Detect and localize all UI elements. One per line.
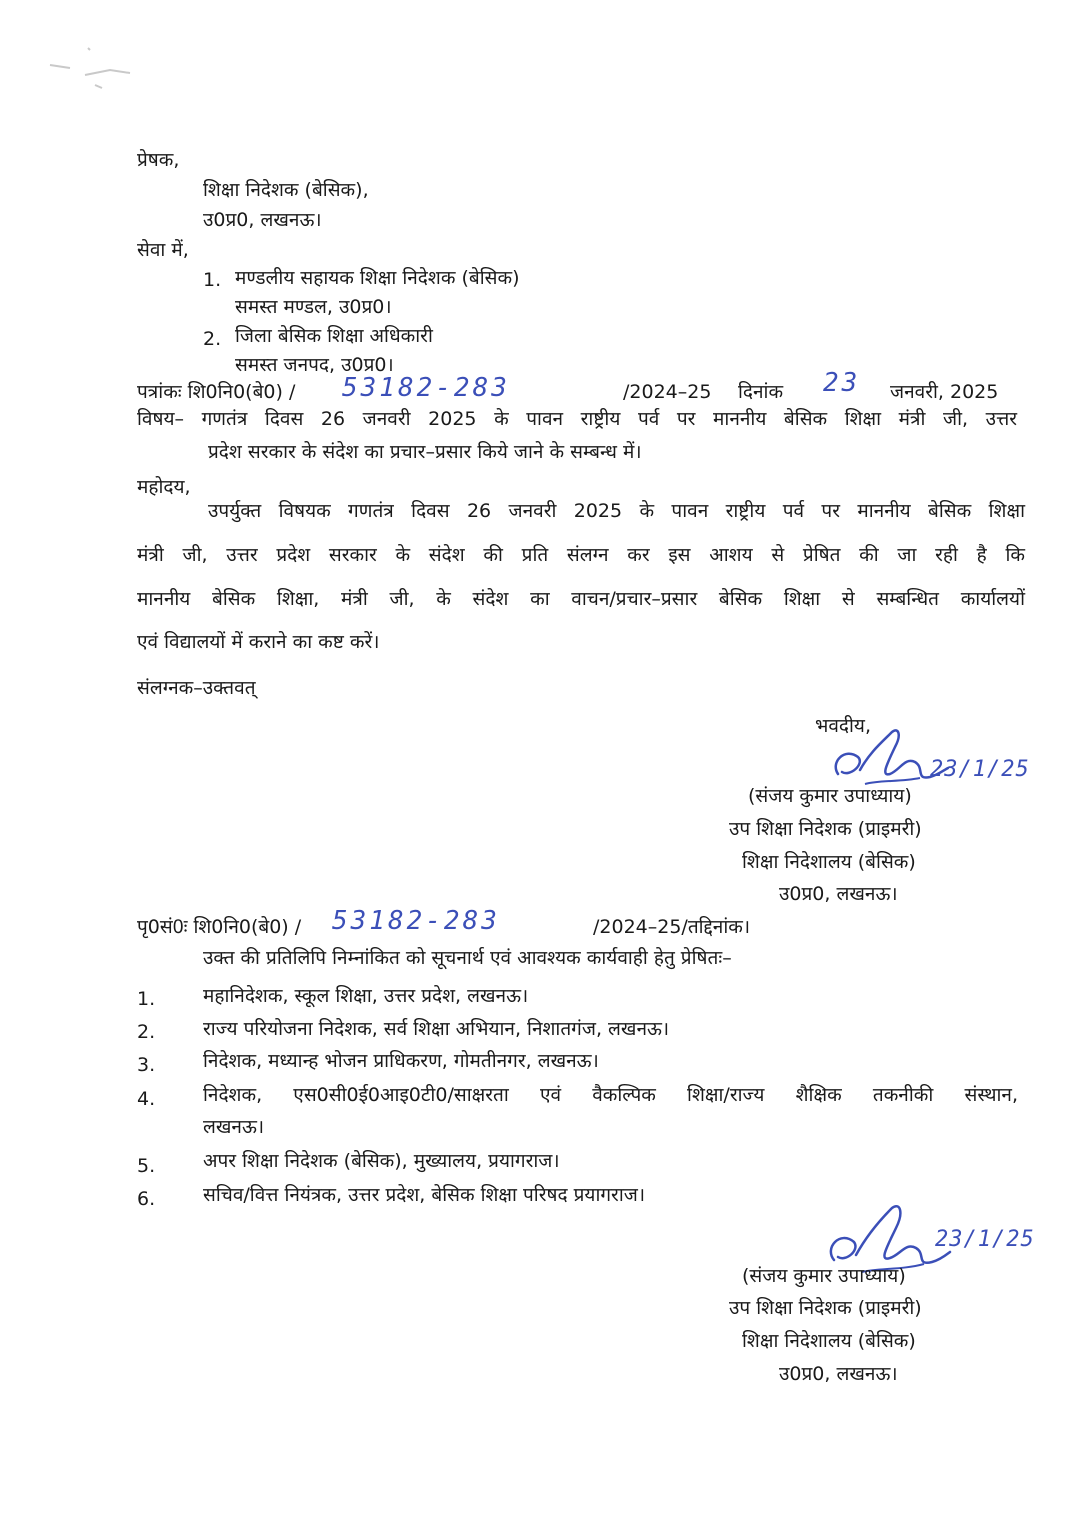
- copy-list-number: 2.: [137, 1021, 156, 1043]
- ref-number-handwritten: 53182-283: [342, 373, 510, 403]
- copy-list-number: 4.: [137, 1088, 156, 1110]
- body-line: माननीय बेसिक शिक्षा, मंत्री जी, के संदेश का वाचन/प्रचार–प्रसार बेसिक शिक्षा से सम्बन्धित कार्यालयों: [137, 588, 1025, 610]
- recipient-line: समस्त जनपद, उ0प्र0।: [235, 354, 394, 376]
- ref-date-label: दिनांक: [738, 381, 784, 403]
- signatory-designation: उप शिक्षा निदेशक (प्राइमरी): [729, 818, 922, 840]
- recipient-line: मण्डलीय सहायक शिक्षा निदेशक (बेसिक): [235, 267, 520, 289]
- ref-month-year: जनवरी, 2025: [890, 381, 999, 403]
- signatory-name: (संजय कुमार उपाध्याय): [742, 1265, 906, 1287]
- scan-mark: [40, 40, 150, 100]
- closing: भवदीय,: [815, 715, 871, 737]
- recipients-label: सेवा में,: [137, 239, 189, 261]
- copy-list-item: निदेशक, एस0सी0ई0आइ0टी0/साक्षरता एवं वैकल्पिक शिक्षा/राज्य शैक्षिक तकनीकी संस्थान,: [203, 1084, 1018, 1106]
- ref-prefix: पत्रांकः शि0नि0(बे0) /: [137, 381, 296, 403]
- subject-line: विषय– गणतंत्र दिवस 26 जनवरी 2025 के पावन राष्ट्रीय पर्व पर माननीय बेसिक शिक्षा मंत्री जी, उत्तर: [137, 408, 1017, 430]
- signatory-place: उ0प्र0, लखनऊ।: [779, 883, 898, 905]
- copy-intro: उक्त की प्रतिलिपि निम्नांकित को सूचनार्थ एवं आवश्यक कार्यवाही हेतु प्रेषितः–: [203, 947, 732, 969]
- signature-date-handwritten: 23/1/25: [930, 757, 1030, 782]
- copy-list-item: सचिव/वित्त नियंत्रक, उत्तर प्रदेश, बेसिक शिक्षा परिषद प्रयागराज।: [203, 1184, 646, 1206]
- recipient-line: जिला बेसिक शिक्षा अधिकारी: [235, 325, 433, 347]
- copy-list-item: अपर शिक्षा निदेशक (बेसिक), मुख्यालय, प्रयागराज।: [203, 1150, 560, 1172]
- copy-list-item: राज्य परियोजना निदेशक, सर्व शिक्षा अभियान, निशातगंज, लखनऊ।: [203, 1018, 670, 1040]
- recipient-number: 2.: [203, 328, 222, 350]
- body-line: उपर्युक्त विषयक गणतंत्र दिवस 26 जनवरी 2025 के पावन राष्ट्रीय पर्व पर माननीय बेसिक शिक्षा: [208, 500, 1025, 522]
- sender-place: उ0प्र0, लखनऊ।: [203, 209, 322, 231]
- subject-line: प्रदेश सरकार के संदेश का प्रचार–प्रसार किये जाने के सम्बन्ध में।: [208, 441, 642, 463]
- copy-ref-prefix: पृ0सं0ः शि0नि0(बे0) /: [137, 916, 302, 938]
- signatory-office: शिक्षा निदेशालय (बेसिक): [742, 851, 916, 873]
- copy-list-number: 6.: [137, 1188, 156, 1210]
- recipient-number: 1.: [203, 269, 222, 291]
- copy-list-item: निदेशक, मध्यान्ह भोजन प्राधिकरण, गोमतीनगर, लखनऊ।: [203, 1050, 599, 1072]
- sender-name: शिक्षा निदेशक (बेसिक),: [203, 179, 369, 201]
- signature-date-handwritten: 23/1/25: [935, 1227, 1035, 1252]
- salutation: महोदय,: [137, 476, 191, 498]
- copy-list-item: महानिदेशक, स्कूल शिक्षा, उत्तर प्रदेश, लखनऊ।: [203, 985, 529, 1007]
- signatory-place: उ0प्र0, लखनऊ।: [779, 1363, 898, 1385]
- copy-ref-suffix: /2024–25/तद्दिनांक।: [593, 916, 751, 938]
- signatory-office: शिक्षा निदेशालय (बेसिक): [742, 1330, 916, 1352]
- sender-label: प्रेषक,: [137, 149, 180, 171]
- signatory-designation: उप शिक्षा निदेशक (प्राइमरी): [729, 1297, 922, 1319]
- body-line: मंत्री जी, उत्तर प्रदेश सरकार के संदेश की प्रति संलग्न कर इस आशय से प्रेषित की जा रही है कि: [137, 544, 1025, 566]
- copy-list-number: 3.: [137, 1054, 156, 1076]
- copy-ref-number-handwritten: 53182-283: [332, 906, 500, 936]
- copy-list-item-continued: लखनऊ।: [203, 1116, 265, 1138]
- body-line: एवं विद्यालयों में कराने का कष्ट करें।: [137, 631, 380, 653]
- recipient-line: समस्त मण्डल, उ0प्र0।: [235, 296, 392, 318]
- signatory-name: (संजय कुमार उपाध्याय): [748, 785, 912, 807]
- ref-day-handwritten: 23: [823, 368, 861, 398]
- ref-year: /2024–25: [623, 381, 712, 403]
- copy-list-number: 5.: [137, 1155, 156, 1177]
- enclosure-note: संलग्नक–उक्तवत्: [137, 677, 256, 699]
- copy-list-number: 1.: [137, 988, 156, 1010]
